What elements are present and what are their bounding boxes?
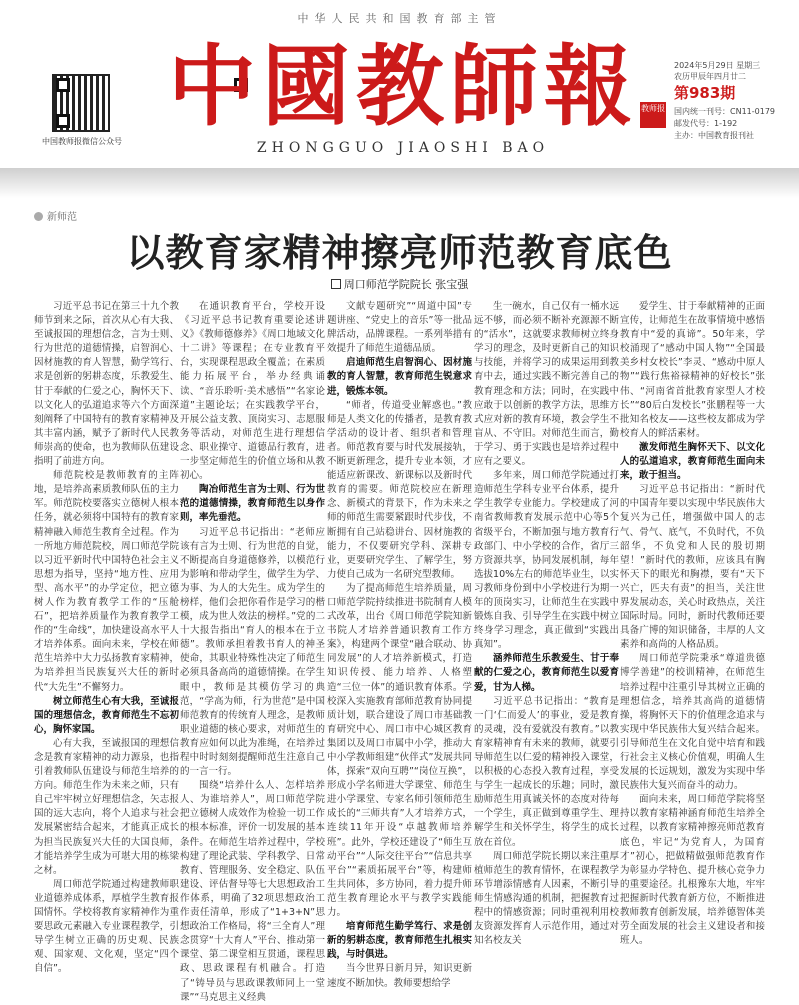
header-divider bbox=[0, 168, 799, 198]
byline-box-icon bbox=[331, 279, 341, 289]
cn-code: 国内统一刊号：CN11-0179 bbox=[674, 107, 775, 116]
article-column-5 bbox=[620, 300, 765, 947]
subheading: 启迪师范生启智润心、因材施教的育人智慧，教育师范生锐意求进，锻炼本领。 bbox=[327, 357, 472, 397]
date-block bbox=[674, 60, 794, 82]
paragraph: 在通识教育平台，学校开设《习近平总书记教育重要论述讲义》《教师德修养》《周口地域文化十二讲》等课程；在专业教育平台，实现课程思政全覆盖；在素质能力拓展平台，举办经典诵读、“音乐聆听·美术感悟”“名家论道”主题论坛；在实践教学平台，开展公益支教、顶岗实习、志愿服务等活动，对师范生进行理想信念、职业操守、道德品行教育，进一步坚定师范生的价值立场和从教初心。 bbox=[180, 301, 325, 482]
supervisor-line: 中华人民共和国教育部主管 bbox=[297, 12, 502, 25]
section-dot-icon bbox=[34, 212, 43, 221]
subheading: 激发师范生胸怀天下、以文化人的弘道追求，教育师范生面向未来，敢于担当。 bbox=[620, 441, 765, 482]
seal-stamp: 教师报 bbox=[640, 102, 666, 128]
paragraph: 周口师范学院长期以来注重厚植师范生的教育情怀，在课程教学环节增添情感育人因素，不断引导师生情感沟通的机制，把握教育过程中的情感资源；同时重视利用校友资源发挥育人示范作用，通过对知名校友关 bbox=[474, 850, 619, 947]
paragraph: “师者，传道受业解惑也。”教师是人类文化的传播者，是教育教学活动的设计者、组织者和管理者。师范教育要与时代发展接轨，不断更新理念，提升专业本领，才能适应新课改、新课标以及新时代教育的需要。师范院校应在新理念、新模式的背景下，作为未来之师的师范生需要紧跟时代步伐，不断拥有自己站稳讲台、因材施教的能力，不仅要研究学科、深耕专业，更要研究学生、了解学生，努力使自己成为一名研究型教师。 bbox=[327, 399, 472, 580]
paragraph: 当今世界日新月异，知识更新速度不断加快。教师要想给学 bbox=[327, 963, 472, 989]
paragraph: 面向未来，周口师范学院将坚持以教育家精神涵育师范生培养全过程，以教育家精神擦亮师范教育底色，牢记“为党育人，为国育才”初心，把做精做强师范教育作为彰显办学特色、提升核心竞争力的重要途径。扎根豫东大地，牢牢把握新时代教育新方位，不断推进教师教育创新发展，培养德智体美劳全面发展的社会主义建设者和接班人。 bbox=[620, 794, 765, 947]
subheading: 树立师范生心有大我，至诚报国的理想信念，教育师范生不忘初心，胸怀家国。 bbox=[34, 695, 179, 735]
article-column-3 bbox=[327, 300, 472, 989]
issue-number: 第983期 bbox=[674, 84, 736, 102]
paragraph: 习近平总书记指出：“老师应该有言为士则、行为世范的自觉，不断提高自身道德修养，以模范行为影响和带动学生，做学生为学、为事、为人的大先生。成为学生的榜样，他们会把你看作是学习的楷模，成为世人效法的榜样。”党的二十大报告指出“育人的根本在于立德”。教师承担着教书育人的神圣使命，其职业特殊性决定了师范生必须具备高尚的道德情操。在学生眼中，教师是其模仿学习的典范，“学高为师，行为世范”是中国师范教育的传统育人理念，是教师职业道德的核心要求，对师范生的教育应如何以此为准绳，在培养过程中时时刻刻提醒师范生注意自己的一言一行。 bbox=[180, 526, 325, 778]
masthead-pinyin: ZHONGGUO JIAOSHI BAO bbox=[256, 140, 550, 156]
paragraph: 心有大我，至诚报国的理想信念是教育家精神的动力源泉，也指引着教师队伍建设与师范生培养的方向。师范生作为未来之师，只有自己牢牢树立好理想信念，矢志报国的远大志向，将个人追求与社会发展紧密结合起来，才能真正成长为担当民族复兴大任的大国良师，才能培养学生成为可堪大用的栋梁之材。 bbox=[34, 737, 179, 876]
paragraph: 习近平总书记指出：“教育是一门‘仁而爱人’的事业，爱是教育的灵魂，没有爱就没有教育。”以教育家精神育有未来的教师，就要引导师范生以仁爱的精神投入课堂，以积极的心态投入教育过程，享受与学生一起成长的乐趣；同时，激励师范生用真诚关怀的态度对待每一个学生，真正做到尊重学生、理解学生和关怀学生，将学生的成长放在首位。 bbox=[474, 695, 619, 848]
qr-code-icon[interactable] bbox=[52, 74, 110, 132]
paragraph: 周口师范学院秉承“尊道贵德博学善建”的校训精神，在师范生培养过程中注重引导其树立正确的理想信念，培养其高尚的道德情操，将胸怀天下的价值理念追求与实现中华民族伟大复兴结合起来。引导师范生在文化自觉中培育和践行社会主义核心价值观，明确人生发展的长远规划，激发为实现中华民族伟大复兴而奋斗的动力。 bbox=[620, 653, 765, 792]
section-name: 新师范 bbox=[47, 212, 77, 223]
publisher: 主办：中国教育报刊社 bbox=[674, 131, 754, 140]
paragraph: 为了提高师范生培养质量，周口师范学院持续推进书院制育人模式改革，出台《周口师范学院知新书院人才培养普通识教育工作方案》，构建两个课堂“融合联动、协同发展”的人才培养新模式，打造知识传授、能力培养、人格塑造“三位一体”的通识教育体系。学校深入实施教育部师范教育协同提质计划，联合建设了周口市基础教育研究中心、周口市中心城区教育集团以及周口市属中小学，推动大中小学教师组建“伙伴式”发展共同体，探索“双向互聘”“岗位互换”，形成小学名师进大学课堂、师范生进小学课堂、专家名师引领师范生成长的“三师共育”人才培养方式，连续11年开设“卓越教师培养班”。此外，学校还建设了“师生互动平台”“人际交往平台”“信息共享平台”“素质拓展平台”等，构建师生共同体，多方协同，着力提升师范生教育理论水平与教学实践能力。 bbox=[327, 582, 472, 919]
paragraph: 生一碗水，自己仅有一桶水远远不够，而必须不断补充源源不断的“活水”，这就要求教师树立终身学习的理念，及时更新自己的知识与技能，并将学习的成果运用到教育中去，通过实践不断完善自己的教育理念和方法；同时，在实践中应敢于以创新的教学方法，思维方式应对新的教育环境，教会学生不盲从、不守旧。对师范生而言，勤于学习、勇于实践也是培养过程中应有之要义。 bbox=[474, 301, 619, 468]
article-column-4 bbox=[474, 300, 619, 947]
paragraph: 周口师范学院通过构建教师职业道德养成体系，厚植学生教育报国情怀。学校将教育家精神作为重要思政元素融入专业课程教学，引导学生树立正确的历史观、民族观、国家观、文化观，坚定“四个自信”。 bbox=[34, 878, 179, 975]
article-title: 以教育家精神擦亮师范教育底色 bbox=[126, 231, 673, 275]
lunar-date: 农历甲辰年四月廿二 bbox=[674, 72, 746, 81]
publication-info bbox=[674, 106, 799, 142]
paragraph: 习近平总书记在第三十九个教师节到来之际，首次从心有大我、至诚报国的理想信念，言为士则、行为世范的道德情操，启智润心、因材施教的育人智慧，勤学笃行、求是创新的躬耕态度，乐教爱生、甘于奉献的仁爱之心，胸怀天下、以文化人的弘道追求等六个方面深刻阐释了中国特有的教育家精神及其丰富内涵，赋予了新时代人民教师崇高的使命，也为教师队伍建设指明了前进方向。 bbox=[34, 301, 179, 468]
paragraph: 习近平总书记指出：“新时代的中国青年要以实现中华民族伟大复兴为己任，增强做中国人的志气、骨气、底气，不负时代，不负韶华，不负党和人民的殷切期望！”新时代的教师，应该具有胸怀天下的眼光和胸襟，要有“天下兴亡，匹夫有责”的担当，关注世界发展动态，关心时政热点，关注国际时局。同时，新时代教师还要具备广博的知识储备，丰厚的人文素养和高尚的人格品质。 bbox=[620, 484, 765, 651]
paragraph: 围绕“培养什么人、怎样培养人、为谁培养人”，周口师范学院把立德树人成效作为检验一切工作的根本标准，评价一切发展的基本条件。在师范生培养过程中，学校构建了理论武装、学科教学、日常教育、管理服务、安全稳定、队伍建设、评估督导等七大思想政治工作体系，明确了32项思想政治工作责任清单，形成了“1+3+N”思想政治工作格局，将“三全育人”理念贯穿“十大育人”平台、推动第一课堂、第二课堂相互贯通，课程思政、思政课程有机融合。打造了“铸导员与思政课教师同上一堂课”“马克思主义经典 bbox=[180, 780, 325, 1003]
article-column-2 bbox=[180, 300, 325, 1003]
qr-caption: 中国教师报微信公众号 bbox=[42, 137, 122, 146]
article-column-1 bbox=[34, 300, 179, 975]
subheading: 陶冶师范生言为士则、行为世范的道德情操，教育师范生以身作则，率先垂范。 bbox=[180, 484, 325, 524]
subheading: 涵养师范生乐教爱生、甘于奉献的仁爱之心，教育师范生以爱育爱，甘为人梯。 bbox=[474, 653, 619, 693]
byline bbox=[0, 276, 799, 292]
paragraph: 文献专题研究”“周道中国”专题讲座、“党史上的音乐”等一批品牌活动，品牌课程。一系列举措有效提升了师范生道德品质。 bbox=[327, 301, 472, 355]
postal-code: 邮发代号：1-192 bbox=[674, 119, 738, 128]
paragraph: 多年来，周口师范学院通过打造师范生学科专业平台体系，提升学生教学专业能力。学校建成了河南省教师教育发展示范中心等5个省级平台，不断加强与地方教育行政部门、中小学校的合作，省厅三方资源共享，协同发展机制，每年选拔10%左右的师范毕业生，以实习教师身份到中小学校进行为期一年的顶岗实习，让师范生在实践中锻炼自我、引导学生在实践中树立终身学习理念，真正做到“实践出真知”。 bbox=[474, 470, 619, 651]
byline-text: 周口师范学院院长 张宝强 bbox=[343, 278, 469, 291]
subheading: 培育师范生勤学笃行、求是创新的躬耕态度，教育师范生扎根实践，与时俱进。 bbox=[327, 921, 472, 961]
paragraph: 爱学生、甘于奉献精神的正面宣传，让师范生在故事情境中感悟教育中“爱的真谛”。50年来，学校涌现了“感动中国人物”“全国最美乡村女校长”李灵、“感动中原人物”“践行焦裕禄精神的好校长”张伟、“河南省首批教育家型人才校长”“80后白发校长”张鹏程等一大批知名校友——这些校友都成为学校育人的鲜活素材。 bbox=[620, 301, 765, 439]
masthead-logo: 中國教師報 bbox=[168, 34, 639, 138]
publish-date: 2024年5月29日 星期三 bbox=[674, 61, 761, 70]
paragraph: 师范院校是教师教育的主阵地，是培养高素质教师队伍的主力军。师范院校要落实立德树人根本任务，就必须将中国特有的教育家精神融入师范生教育全过程。作为一所地方师范院校，周口师范学院以习近平新时代中国特色社会主义思想为指导，坚持“地方性、应用型、高水平”的办学定位，把立德树人作为教育教学工作的“压舱石”，把培养质量作为教育教学工作的“生命线”，加快建设高水平人才培养体系。面向未来，学校在师范生培养中大力弘扬教育家精神，为培养担当民族复兴大任的新时代“大先生”不懈努力。 bbox=[34, 470, 179, 693]
section-label bbox=[34, 208, 77, 223]
